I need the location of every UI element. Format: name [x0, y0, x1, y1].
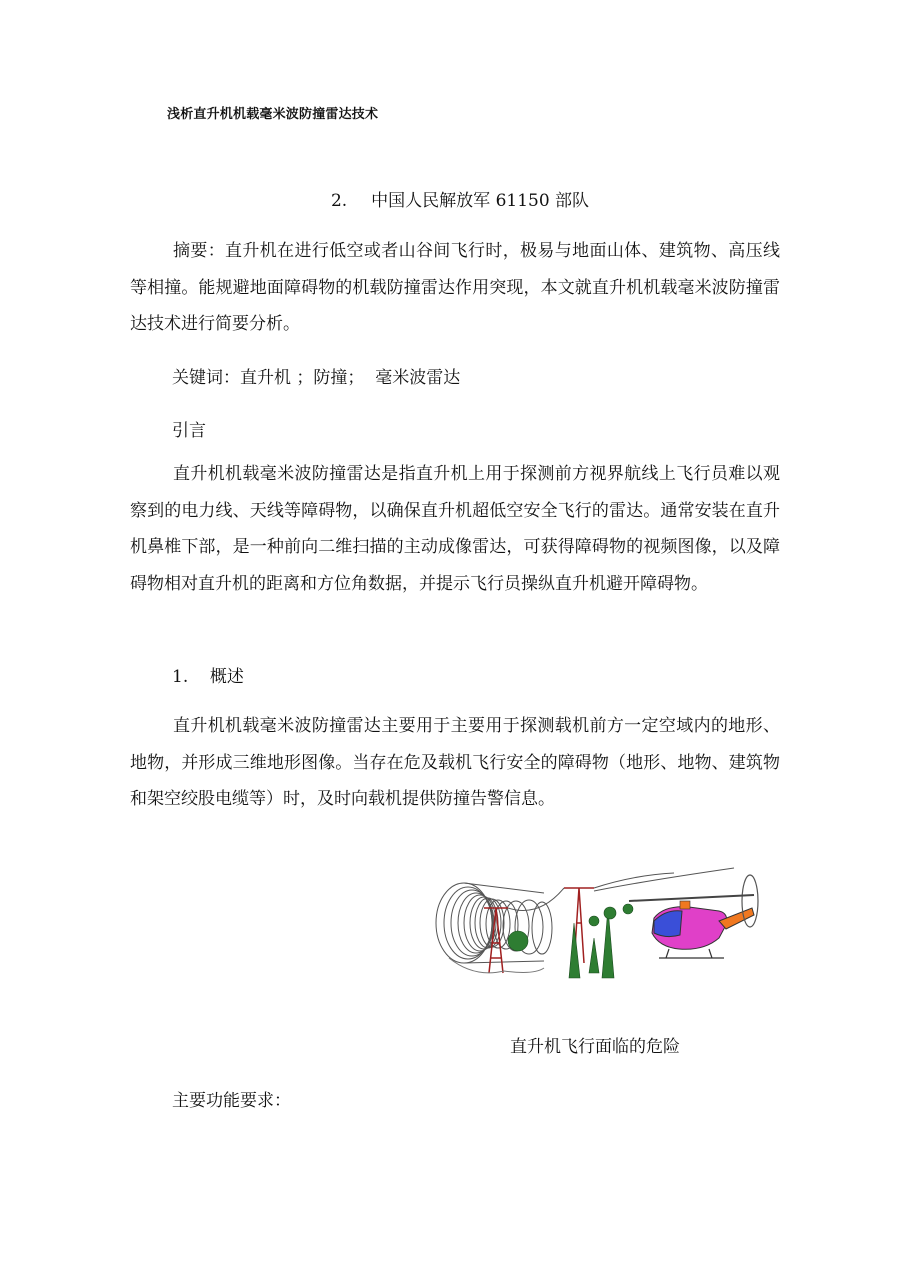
overview-paragraph: 直升机机载毫米波防撞雷达主要用于主要用于探测载机前方一定空域内的地形、地物，并形成三维地形图像。当存在危及载机飞行安全的障碍物（地形、地物、建筑物和架空绞股电缆等）时，及时向载机提供防撞告警信息。 [130, 716, 780, 809]
requirements-heading: 主要功能要求： [172, 1091, 291, 1111]
keywords-line: 关键词：直升机 ；防撞； 毫米波雷达 [172, 368, 461, 388]
abstract-paragraph: 摘要：直升机在进行低空或者山谷间飞行时，极易与地面山体、建筑物、高压线等相撞。能规避地面障碍物的机载防撞雷达作用突现，本文就直升机机载毫米波防撞雷达技术进行简要分析。 [130, 241, 780, 334]
intro-heading: 引言 [172, 421, 206, 441]
helicopter-hazard-illustration [434, 863, 764, 988]
section-title: 概述 [209, 667, 244, 687]
intro-paragraph: 直升机机载毫米波防撞雷达是指直升机上用于探测前方视界航线上飞行员难以观察到的电力线、天线等障碍物，以确保直升机超低空安全飞行的雷达。通常安装在直升机鼻椎下部，是一种前向二维扫描的主动成像雷达，可获得障碍物的视频图像，以及障碍物相对直升机的距离和方位角数据，并提示飞行员操纵直升机避开障碍物。 [130, 464, 780, 594]
affiliation [0, 186, 920, 211]
document-header: 浅析直升机机载毫米波防撞雷达技术 [167, 107, 379, 122]
figure-caption: 直升机飞行面临的危险 [510, 1037, 680, 1057]
section-number: 1. [172, 667, 189, 687]
affiliation-number: 2. [330, 191, 348, 211]
section-heading [172, 662, 244, 687]
affiliation-text: 中国人民解放军 61150 部队 [371, 191, 590, 211]
